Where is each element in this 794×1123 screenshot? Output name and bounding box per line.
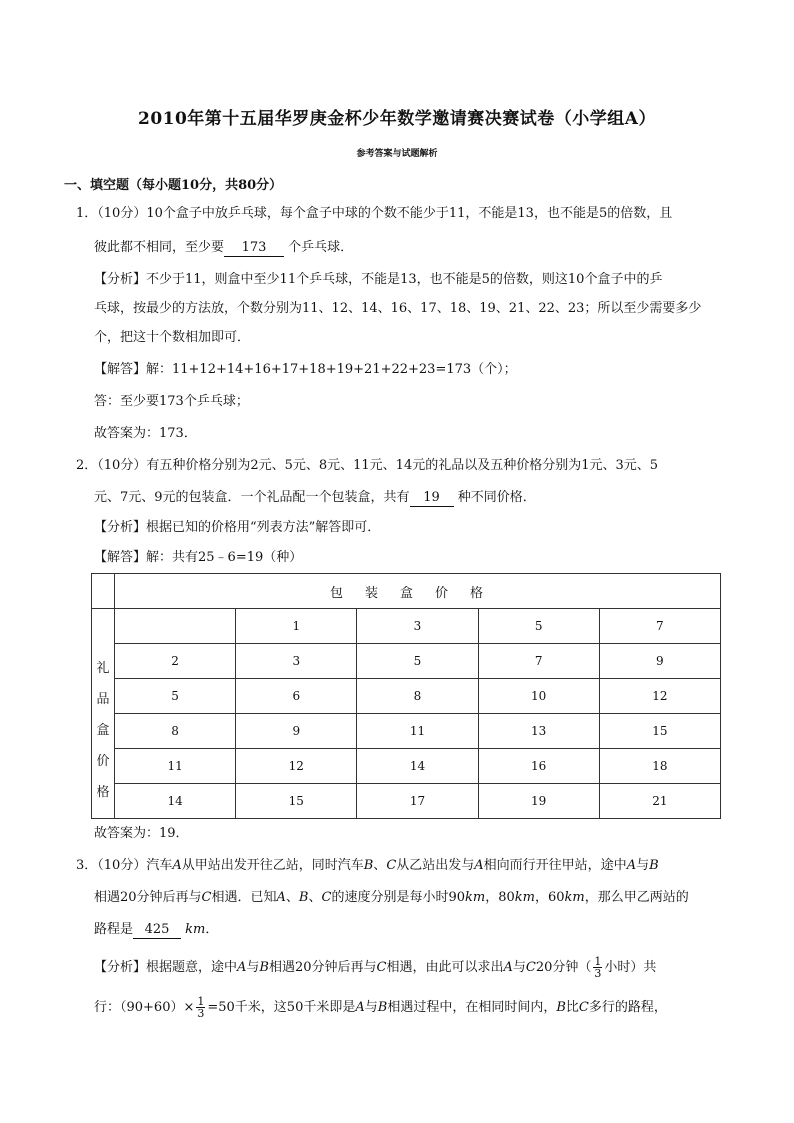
- table-cell: 6: [236, 679, 357, 714]
- table-cell: 17: [357, 784, 478, 819]
- table-cell: 11: [115, 749, 236, 784]
- table-cell: 7: [599, 609, 720, 644]
- q3-stem-line-2: 相遇20分钟后再与C相遇．已知A、B、C的速度分别是每小时90km，80km，60km，那么甲乙两站的: [94, 890, 689, 905]
- fraction-one-third: $\frac{1}{3}$: [594, 955, 602, 980]
- table-cell: 8: [357, 679, 478, 714]
- q2-solution: 【解答】解：共有25﹣6=19（种）: [94, 550, 303, 565]
- q3-stem-line-3: 路程是 425 km．: [94, 922, 219, 937]
- table-row: [92, 749, 721, 784]
- fraction-one-third: $\frac{1}{3}$: [197, 995, 205, 1020]
- table-cell: 5: [478, 609, 599, 644]
- table-cell: 3: [357, 609, 478, 644]
- table-cell: 15: [599, 714, 720, 749]
- q2-stem-line-2: [94, 488, 734, 508]
- section-heading: 一、填空题（每小题10分，共80分）: [64, 178, 283, 193]
- q2-final-answer: 故答案为：19．: [94, 826, 189, 841]
- q1-stem-tail: 个乒乓球．: [288, 240, 354, 255]
- table-row-box-prices: [92, 609, 721, 644]
- table-cell: [115, 609, 236, 644]
- q1-final-answer: 故答案为：173．: [94, 426, 197, 441]
- q3-analysis-line-1: 【分析】根据题意，途中A与B相遇20分钟后再与C相遇，由此可以求出A与C20分钟（ $\frac{1}{3}$ 小时）共: [94, 955, 657, 980]
- q1-analysis-line-2: 乓球，按最少的方法放，个数分别为11、12、14、16、17、18、19、21、22、23；所以至少需要多少: [94, 301, 702, 316]
- q2-stem-line-1: 2．（10分）有五种价格分别为2元、5元、8元、11元、14元的礼品以及五种价格分别为1元、3元、5: [76, 458, 659, 473]
- table-cell: 8: [115, 714, 236, 749]
- q3-stem-line-1: 3．（10分）汽车A从甲站出发开往乙站，同时汽车B、C从乙站出发与A相向而行开往甲站，途中A与B: [76, 858, 659, 873]
- q1-stem-line-1: 1．（10分）10个盒子中放乒乓球，每个盒子中球的个数不能少于11，不能是13，也不能是5的倍数，且: [76, 206, 673, 221]
- table-cell: 12: [236, 749, 357, 784]
- table-cell: 15: [236, 784, 357, 819]
- q3-analysis-line-2: 行：（90+60）× $\frac{1}{3}$ =50千米，这50千米即是A与B相遇过程中，在相同时间内，B比C多行的路程，: [94, 995, 667, 1020]
- q1-stem-line-2: [94, 238, 734, 258]
- table-row: [92, 784, 721, 819]
- q1-reply: 答：至少要173个乒乓球；: [94, 394, 249, 409]
- table-cell: 9: [236, 714, 357, 749]
- q2-answer-blank: 19: [410, 490, 454, 507]
- table-header-box-price: 包装盒价格: [115, 574, 721, 609]
- table-cell: 14: [357, 749, 478, 784]
- q2-stem-text: 元、7元、9元的包装盒．一个礼品配一个包装盒，共有: [94, 490, 410, 505]
- table-cell: 14: [115, 784, 236, 819]
- table-cell: 9: [599, 644, 720, 679]
- table-row: [92, 644, 721, 679]
- table-side-label-gift-price: 礼 品 盒 价 格: [92, 609, 115, 819]
- document-subtitle: 参考答案与试题解析: [356, 149, 438, 159]
- q1-analysis-line-1: 【分析】不少于11，则盒中至少11个乒乓球，不能是13，也不能是5的倍数，则这10个盒子中的乒: [94, 272, 663, 287]
- table-cell: 3: [236, 644, 357, 679]
- table-cell: 18: [599, 749, 720, 784]
- table-cell: 1: [236, 609, 357, 644]
- price-table: [91, 573, 721, 819]
- table-cell: 5: [115, 679, 236, 714]
- table-cell: 16: [478, 749, 599, 784]
- q3-answer-blank: 425: [133, 922, 181, 939]
- table-cell: 11: [357, 714, 478, 749]
- table-cell: 7: [478, 644, 599, 679]
- table-row: [92, 679, 721, 714]
- q1-stem-text: 彼此都不相同，至少要: [94, 240, 225, 255]
- table-cell: 2: [115, 644, 236, 679]
- table-cell: 19: [478, 784, 599, 819]
- q1-analysis-line-3: 个，把这十个数相加即可．: [94, 330, 251, 345]
- table-cell: 13: [478, 714, 599, 749]
- q2-analysis: 【分析】根据已知的价格用“列表方法”解答即可．: [94, 520, 381, 535]
- table-row: [92, 714, 721, 749]
- table-cell: 5: [357, 644, 478, 679]
- q2-stem-tail: 种不同价格．: [457, 490, 536, 505]
- table-cell: 12: [599, 679, 720, 714]
- table-cell: 21: [599, 784, 720, 819]
- table-cell: 10: [478, 679, 599, 714]
- table-corner: [92, 574, 115, 609]
- q1-solution: 【解答】解：11+12+14+16+17+18+19+21+22+23=173（个）；: [94, 362, 517, 377]
- q1-answer-blank: 173: [224, 240, 284, 257]
- document-title: 2010年第十五届华罗庚金杯少年数学邀请赛决赛试卷（小学组A）: [137, 109, 656, 129]
